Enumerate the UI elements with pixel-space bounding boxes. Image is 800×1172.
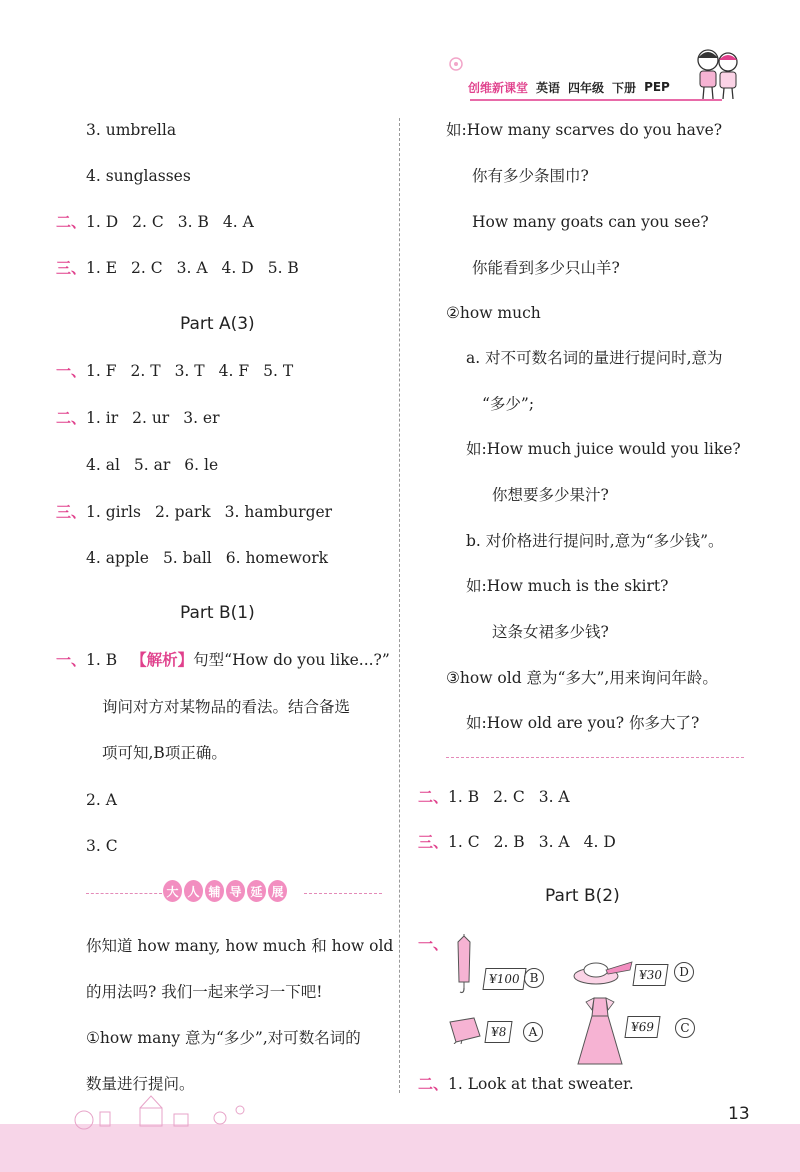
paragraph-line: 如:How much is the skirt? [466, 577, 669, 595]
answer-row [56, 258, 299, 278]
answer-item: 1. B [86, 651, 118, 669]
banner-char: 导 [226, 880, 245, 902]
extension-banner [163, 880, 287, 906]
price-tag: ¥30 [632, 964, 668, 986]
answer-item: 2. B [493, 833, 525, 851]
answer-letter: B [524, 968, 544, 988]
section-divider [446, 757, 744, 758]
page-header [468, 74, 700, 100]
answer-item: 5. T [263, 362, 294, 380]
header-subject: 英语 [536, 80, 561, 95]
paragraph-line: b. 对价格进行提问时,意为“多少钱”。 [466, 532, 724, 550]
answer-row [86, 548, 328, 568]
answer-item: 1. ir [86, 409, 119, 427]
paragraph-line: 你想要多少果汁? [492, 486, 609, 504]
answer-item: 4. D [583, 833, 616, 851]
answer-item: 3. hamburger [224, 503, 333, 521]
header-volume: 下册 [612, 80, 637, 95]
analysis-text: 句型“How do you like...?” [193, 651, 390, 669]
answer-item: 2. C [493, 788, 525, 806]
paragraph-line: ②how much [446, 304, 541, 322]
answer-line: 3. umbrella [86, 121, 177, 139]
paragraph-line: ①how many 意为“多少”,对可数名词的 [86, 1029, 361, 1047]
paragraph-line: 你有多少条围巾? [472, 167, 589, 185]
price-tag: ¥8 [484, 1021, 512, 1043]
answer-item: 1. C [448, 833, 480, 851]
section-mark: 一、 [56, 651, 87, 669]
column-divider [399, 118, 400, 1093]
section-heading: Part B(1) [180, 603, 255, 623]
paragraph-line: 如:How many scarves do you have? [446, 121, 723, 139]
answer-row [56, 212, 254, 232]
answer-item: 3. A [538, 833, 570, 851]
section-mark: 一、 [56, 362, 87, 380]
hat-icon [572, 956, 636, 992]
answer-item: 2. C [132, 213, 164, 231]
header-underline [470, 99, 722, 101]
section-mark: 一、 [418, 935, 449, 953]
banner-char: 延 [247, 880, 266, 902]
answer-letter: C [675, 1018, 695, 1038]
analysis-text: 项可知,B项正确。 [102, 744, 227, 762]
answer-item: 3. A [176, 259, 208, 277]
answer-item: 5. ball [162, 549, 212, 567]
paragraph-line: 如:How much juice would you like? [466, 440, 741, 458]
answer-item: 4. A [222, 213, 254, 231]
answer-item: 1. E [86, 259, 118, 277]
paragraph-line: 你能看到多少只山羊? [472, 259, 620, 277]
banner-char: 大 [163, 880, 182, 902]
paragraph-line: a. 对不可数名词的量进行提问时,意为 [466, 349, 723, 367]
answer-item: 3. B [177, 213, 209, 231]
answer-row [56, 502, 332, 522]
answer-item: 2. park [154, 503, 211, 521]
answer-row [56, 408, 220, 428]
header-decoration-icon [446, 54, 466, 78]
answer-letter: A [523, 1022, 543, 1042]
banner-char: 展 [268, 880, 287, 902]
paragraph-line: 你知道 how many, how much 和 how old [86, 937, 394, 955]
paragraph-line: 数量进行提问。 [86, 1075, 195, 1093]
section-mark: 三、 [56, 259, 87, 277]
answer-item: 4. D [221, 259, 254, 277]
paragraph-line: 如:How old are you? 你多大了? [466, 714, 700, 732]
analysis-tag: 【解析】 [131, 651, 194, 669]
answer-item: 5. ar [133, 456, 171, 474]
answer-item: 1. B [448, 788, 480, 806]
answer-item: 1. D [86, 213, 119, 231]
answer-item: 4. F [218, 362, 250, 380]
answer-row [418, 787, 570, 807]
castle-decoration-icon [70, 1090, 260, 1134]
header-edition: PEP [644, 80, 670, 94]
answer-item: 6. homework [225, 549, 329, 567]
paragraph-line: ③how old 意为“多大”,用来询问年龄。 [446, 669, 718, 687]
answer-item: 3. er [183, 409, 220, 427]
page-number: 13 [728, 1104, 750, 1124]
section-mark: 二、 [418, 788, 449, 806]
answer-item: 6. le [184, 456, 219, 474]
answer-row [56, 650, 390, 670]
price-tag: ¥100 [482, 968, 526, 990]
section-mark: 三、 [56, 503, 87, 521]
section-mark: 二、 [418, 1075, 449, 1093]
paragraph-line: 这条女裙多少钱? [492, 623, 609, 641]
paragraph-line: “多少”; [482, 395, 535, 413]
section-heading: Part B(2) [545, 886, 620, 906]
banner-line [86, 893, 162, 894]
answer-item: 2. C [131, 259, 163, 277]
answer-row [56, 361, 293, 381]
banner-char: 辅 [205, 880, 224, 902]
answer-item: 1. girls [86, 503, 141, 521]
answer-item: 3. A [538, 788, 570, 806]
scarf-icon [446, 1016, 482, 1048]
answer-item: 1. F [86, 362, 117, 380]
analysis-text: 询问对方对某物品的看法。结合备选 [102, 698, 351, 716]
answer-row [418, 1074, 634, 1094]
paragraph-line: 的用法吗? 我们一起来学习一下吧! [86, 983, 323, 1001]
answer-row [86, 455, 218, 475]
section-heading: Part A(3) [180, 314, 255, 334]
dress-icon [574, 994, 626, 1074]
answer-letter: D [674, 962, 694, 982]
cartoon-kids-icon [690, 44, 746, 106]
answer-line: 2. A [86, 791, 117, 809]
answer-item: 4. apple [86, 549, 149, 567]
section-mark-row [418, 934, 448, 954]
banner-char: 人 [184, 880, 203, 902]
answer-item: 2. T [130, 362, 161, 380]
header-grade: 四年级 [568, 80, 605, 95]
answer-line: 3. C [86, 837, 118, 855]
answer-item: 2. ur [132, 409, 170, 427]
paragraph-line: How many goats can you see? [472, 213, 709, 231]
header-brand: 创维新课堂 [468, 80, 529, 95]
section-mark: 二、 [56, 409, 87, 427]
answer-item: 1. Look at that sweater. [448, 1075, 634, 1093]
banner-line [304, 893, 382, 894]
price-tag: ¥69 [624, 1016, 660, 1038]
answer-item: 4. al [86, 456, 120, 474]
section-mark: 二、 [56, 213, 87, 231]
answer-row [418, 832, 616, 852]
section-mark: 三、 [418, 833, 449, 851]
answer-line: 4. sunglasses [86, 167, 191, 185]
answer-item: 3. T [174, 362, 205, 380]
umbrella-icon [452, 932, 476, 1000]
answer-item: 5. B [267, 259, 299, 277]
